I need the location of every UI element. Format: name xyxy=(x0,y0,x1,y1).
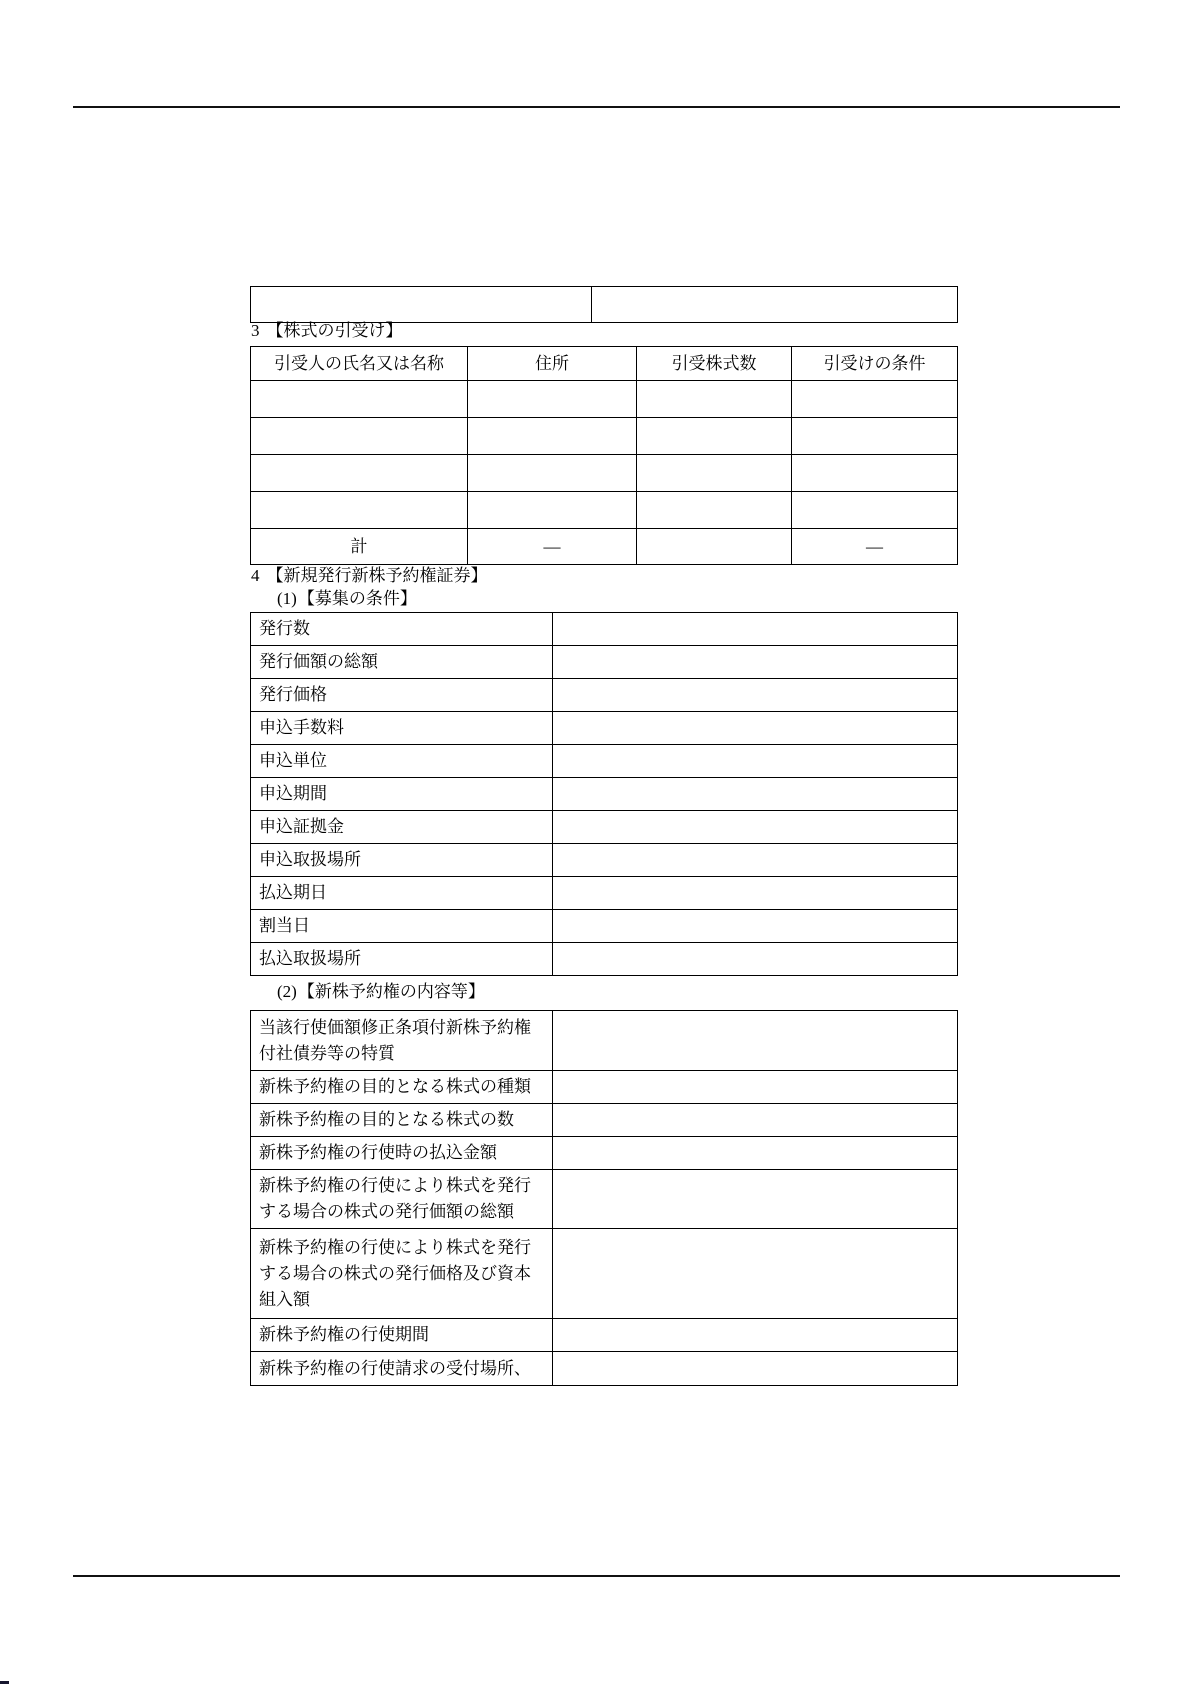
table-row xyxy=(251,778,958,811)
table-row xyxy=(251,1011,958,1071)
subsection-2-number: (2) xyxy=(277,982,297,1001)
row-value xyxy=(553,1352,958,1386)
table-row xyxy=(251,844,958,877)
carryover-right-cell xyxy=(592,287,958,323)
row-label: 新株予約権の行使請求の受付場所、 xyxy=(251,1352,553,1386)
table-row xyxy=(251,613,958,646)
row-label: 発行数 xyxy=(251,613,553,646)
row-value xyxy=(553,613,958,646)
warrant-terms-table xyxy=(250,1010,958,1386)
underwriting-total-row xyxy=(251,529,958,565)
col-header-conditions: 引受けの条件 xyxy=(792,347,958,381)
table-row xyxy=(251,1229,958,1319)
offering-conditions-table xyxy=(250,612,958,976)
row-label: 新株予約権の目的となる株式の種類 xyxy=(251,1071,553,1104)
table-row xyxy=(251,679,958,712)
underwriting-empty-row xyxy=(251,381,958,418)
row-value xyxy=(553,745,958,778)
section-3-heading xyxy=(251,320,403,342)
row-value xyxy=(553,1319,958,1352)
row-label: 発行価格 xyxy=(251,679,553,712)
row-value xyxy=(553,646,958,679)
subsection-1-number: (1) xyxy=(277,589,297,608)
scan-artifact xyxy=(0,1681,9,1684)
row-label: 申込手数料 xyxy=(251,712,553,745)
row-label: 発行価額の総額 xyxy=(251,646,553,679)
row-value xyxy=(553,943,958,976)
section-4-heading xyxy=(251,565,488,587)
row-label: 払込期日 xyxy=(251,877,553,910)
underwriting-empty-row xyxy=(251,418,958,455)
col-header-underwriter-name: 引受人の氏名又は名称 xyxy=(251,347,468,381)
section-3-title: 【株式の引受け】 xyxy=(266,321,403,340)
subsection-1-title: 【募集の条件】 xyxy=(297,589,417,608)
empty-cell xyxy=(251,455,468,492)
section-4-number: 4 xyxy=(251,566,260,585)
empty-cell xyxy=(468,455,637,492)
empty-cell xyxy=(637,381,792,418)
row-value xyxy=(553,778,958,811)
row-label: 新株予約権の行使期間 xyxy=(251,1319,553,1352)
empty-cell xyxy=(251,492,468,529)
section-4-title: 【新規発行新株予約権証券】 xyxy=(266,566,488,585)
empty-cell xyxy=(792,381,958,418)
section-3-number: 3 xyxy=(251,321,260,340)
row-label: 新株予約権の行使時の払込金額 xyxy=(251,1137,553,1170)
row-value xyxy=(553,1071,958,1104)
total-conditions-cell: ― xyxy=(792,529,958,565)
total-label-cell: 計 xyxy=(251,529,468,565)
subsection-2-heading xyxy=(277,981,485,1003)
table-row xyxy=(251,712,958,745)
table-row xyxy=(251,745,958,778)
row-value xyxy=(553,877,958,910)
table-row xyxy=(251,646,958,679)
row-label: 申込単位 xyxy=(251,745,553,778)
row-label: 割当日 xyxy=(251,910,553,943)
empty-cell xyxy=(792,418,958,455)
table-row xyxy=(251,1352,958,1386)
col-header-shares: 引受株式数 xyxy=(637,347,792,381)
empty-cell xyxy=(637,455,792,492)
row-label: 払込取扱場所 xyxy=(251,943,553,976)
row-value xyxy=(553,844,958,877)
table-row xyxy=(251,1137,958,1170)
row-value xyxy=(553,1137,958,1170)
subsection-1-heading xyxy=(277,588,417,610)
row-label: 申込取扱場所 xyxy=(251,844,553,877)
row-label: 新株予約権の目的となる株式の数 xyxy=(251,1104,553,1137)
empty-cell xyxy=(637,418,792,455)
page-top-rule xyxy=(73,106,1120,108)
row-value xyxy=(553,811,958,844)
total-shares-cell xyxy=(637,529,792,565)
empty-cell xyxy=(637,492,792,529)
row-value xyxy=(553,1011,958,1071)
underwriting-empty-row xyxy=(251,492,958,529)
empty-cell xyxy=(468,381,637,418)
row-value xyxy=(553,1229,958,1319)
table-row xyxy=(251,811,958,844)
carryover-table xyxy=(250,286,958,323)
row-value xyxy=(553,712,958,745)
empty-cell xyxy=(251,418,468,455)
row-label: 申込期間 xyxy=(251,778,553,811)
subsection-2-title: 【新株予約権の内容等】 xyxy=(297,982,485,1001)
table-row xyxy=(251,1071,958,1104)
underwriting-table xyxy=(250,346,958,565)
row-label: 申込証拠金 xyxy=(251,811,553,844)
empty-cell xyxy=(251,381,468,418)
empty-cell xyxy=(468,418,637,455)
table-row xyxy=(251,1170,958,1229)
table-row xyxy=(251,1104,958,1137)
table-row xyxy=(251,943,958,976)
empty-cell xyxy=(792,455,958,492)
empty-cell xyxy=(468,492,637,529)
total-address-cell: ― xyxy=(468,529,637,565)
row-value xyxy=(553,1104,958,1137)
underwriting-empty-row xyxy=(251,455,958,492)
table-row xyxy=(251,910,958,943)
table-row xyxy=(251,1319,958,1352)
page-bottom-rule xyxy=(73,1575,1120,1577)
col-header-address: 住所 xyxy=(468,347,637,381)
row-label: 新株予約権の行使により株式を発行する場合の株式の発行価格及び資本組入額 xyxy=(251,1229,553,1319)
row-label: 当該行使価額修正条項付新株予約権付社債券等の特質 xyxy=(251,1011,553,1071)
underwriting-header-row xyxy=(251,347,958,381)
row-value xyxy=(553,679,958,712)
row-value xyxy=(553,1170,958,1229)
table-row xyxy=(251,877,958,910)
empty-cell xyxy=(792,492,958,529)
carryover-left-cell xyxy=(251,287,592,323)
row-value xyxy=(553,910,958,943)
row-label: 新株予約権の行使により株式を発行する場合の株式の発行価額の総額 xyxy=(251,1170,553,1229)
